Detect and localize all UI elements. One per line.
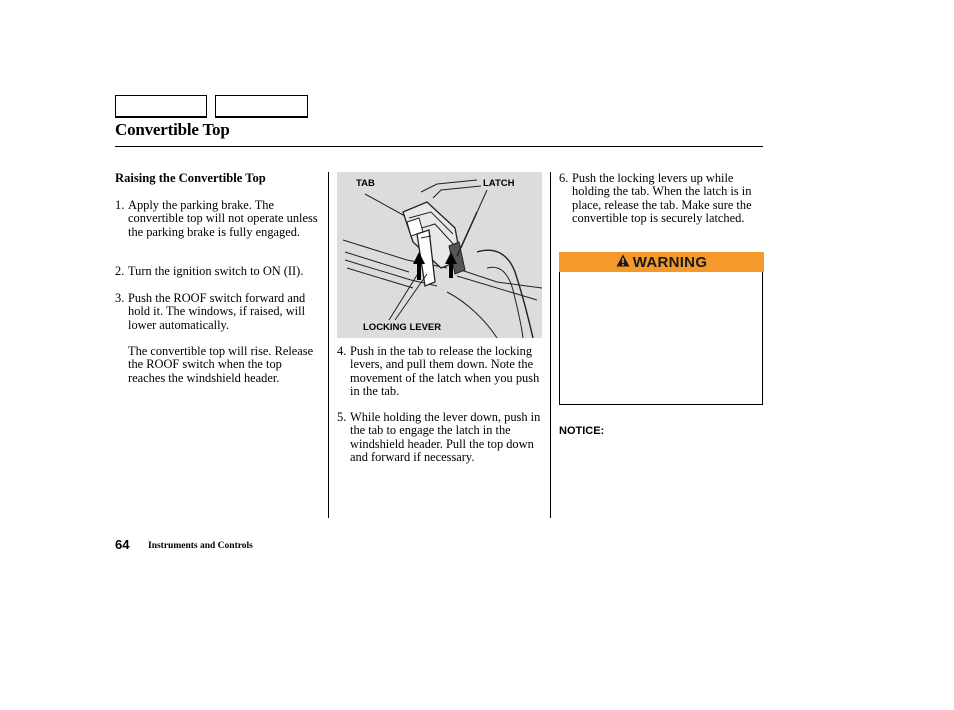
step-3: [115, 292, 325, 332]
warning-triangle-icon: [616, 254, 630, 271]
column-divider-left: [328, 172, 329, 518]
warning-banner: [559, 252, 764, 272]
latch-illustration: [337, 172, 542, 338]
step-number: 1.: [115, 198, 125, 212]
warning-box: [559, 272, 763, 405]
step-1: [115, 199, 325, 239]
step-number: 6.: [559, 171, 569, 185]
warning-label: WARNING: [632, 253, 708, 271]
step-6: [559, 172, 767, 225]
figure-label-locking-lever: LOCKING LEVER: [363, 322, 442, 333]
step-number: 5.: [337, 410, 347, 424]
section-name: Instruments and Controls: [148, 541, 253, 551]
step-text: While holding the lever down, push in the tab to engage the latch in the windshield header. Pull the top down and forward if necessary.: [350, 410, 541, 464]
step-4: [337, 345, 549, 398]
step-3-continuation: The convertible top will rise. Release the ROOF switch when the top reaches the windshield header.: [128, 344, 314, 385]
column-divider-right: [550, 172, 551, 518]
page-title: Convertible Top: [115, 120, 230, 139]
section-subheading: Raising the Convertible Top: [115, 171, 266, 185]
step-text: Apply the parking brake. The convertible top will not operate unless the parking brake is fully engaged.: [128, 198, 318, 239]
notice-label: NOTICE:: [559, 425, 605, 437]
page-number: 64: [115, 537, 130, 552]
step-5: [337, 411, 549, 464]
step-number: 4.: [337, 344, 347, 358]
step-text: Push the locking levers up while holding the tab. When the latch is in place, release the tab. Make sure the convertible top is securely latched.: [572, 171, 752, 225]
step-2: [115, 265, 325, 278]
figure-label-tab: TAB: [356, 178, 375, 189]
header-tab-box-2: [215, 95, 308, 118]
step-text: Push the ROOF switch forward and hold it. The windows, if raised, will lower automatically.: [128, 291, 306, 332]
header-tab-box-1: [115, 95, 207, 118]
latch-diagram-icon: [337, 172, 542, 338]
step-number: 2.: [115, 264, 125, 278]
step-text: Turn the ignition switch to ON (II).: [128, 264, 304, 278]
step-number: 3.: [115, 291, 125, 305]
figure-label-latch: LATCH: [483, 178, 515, 189]
step-text: Push in the tab to release the locking levers, and pull them down. Note the movement of the latch when you push in the tab.: [350, 344, 540, 398]
title-divider: [115, 146, 763, 147]
